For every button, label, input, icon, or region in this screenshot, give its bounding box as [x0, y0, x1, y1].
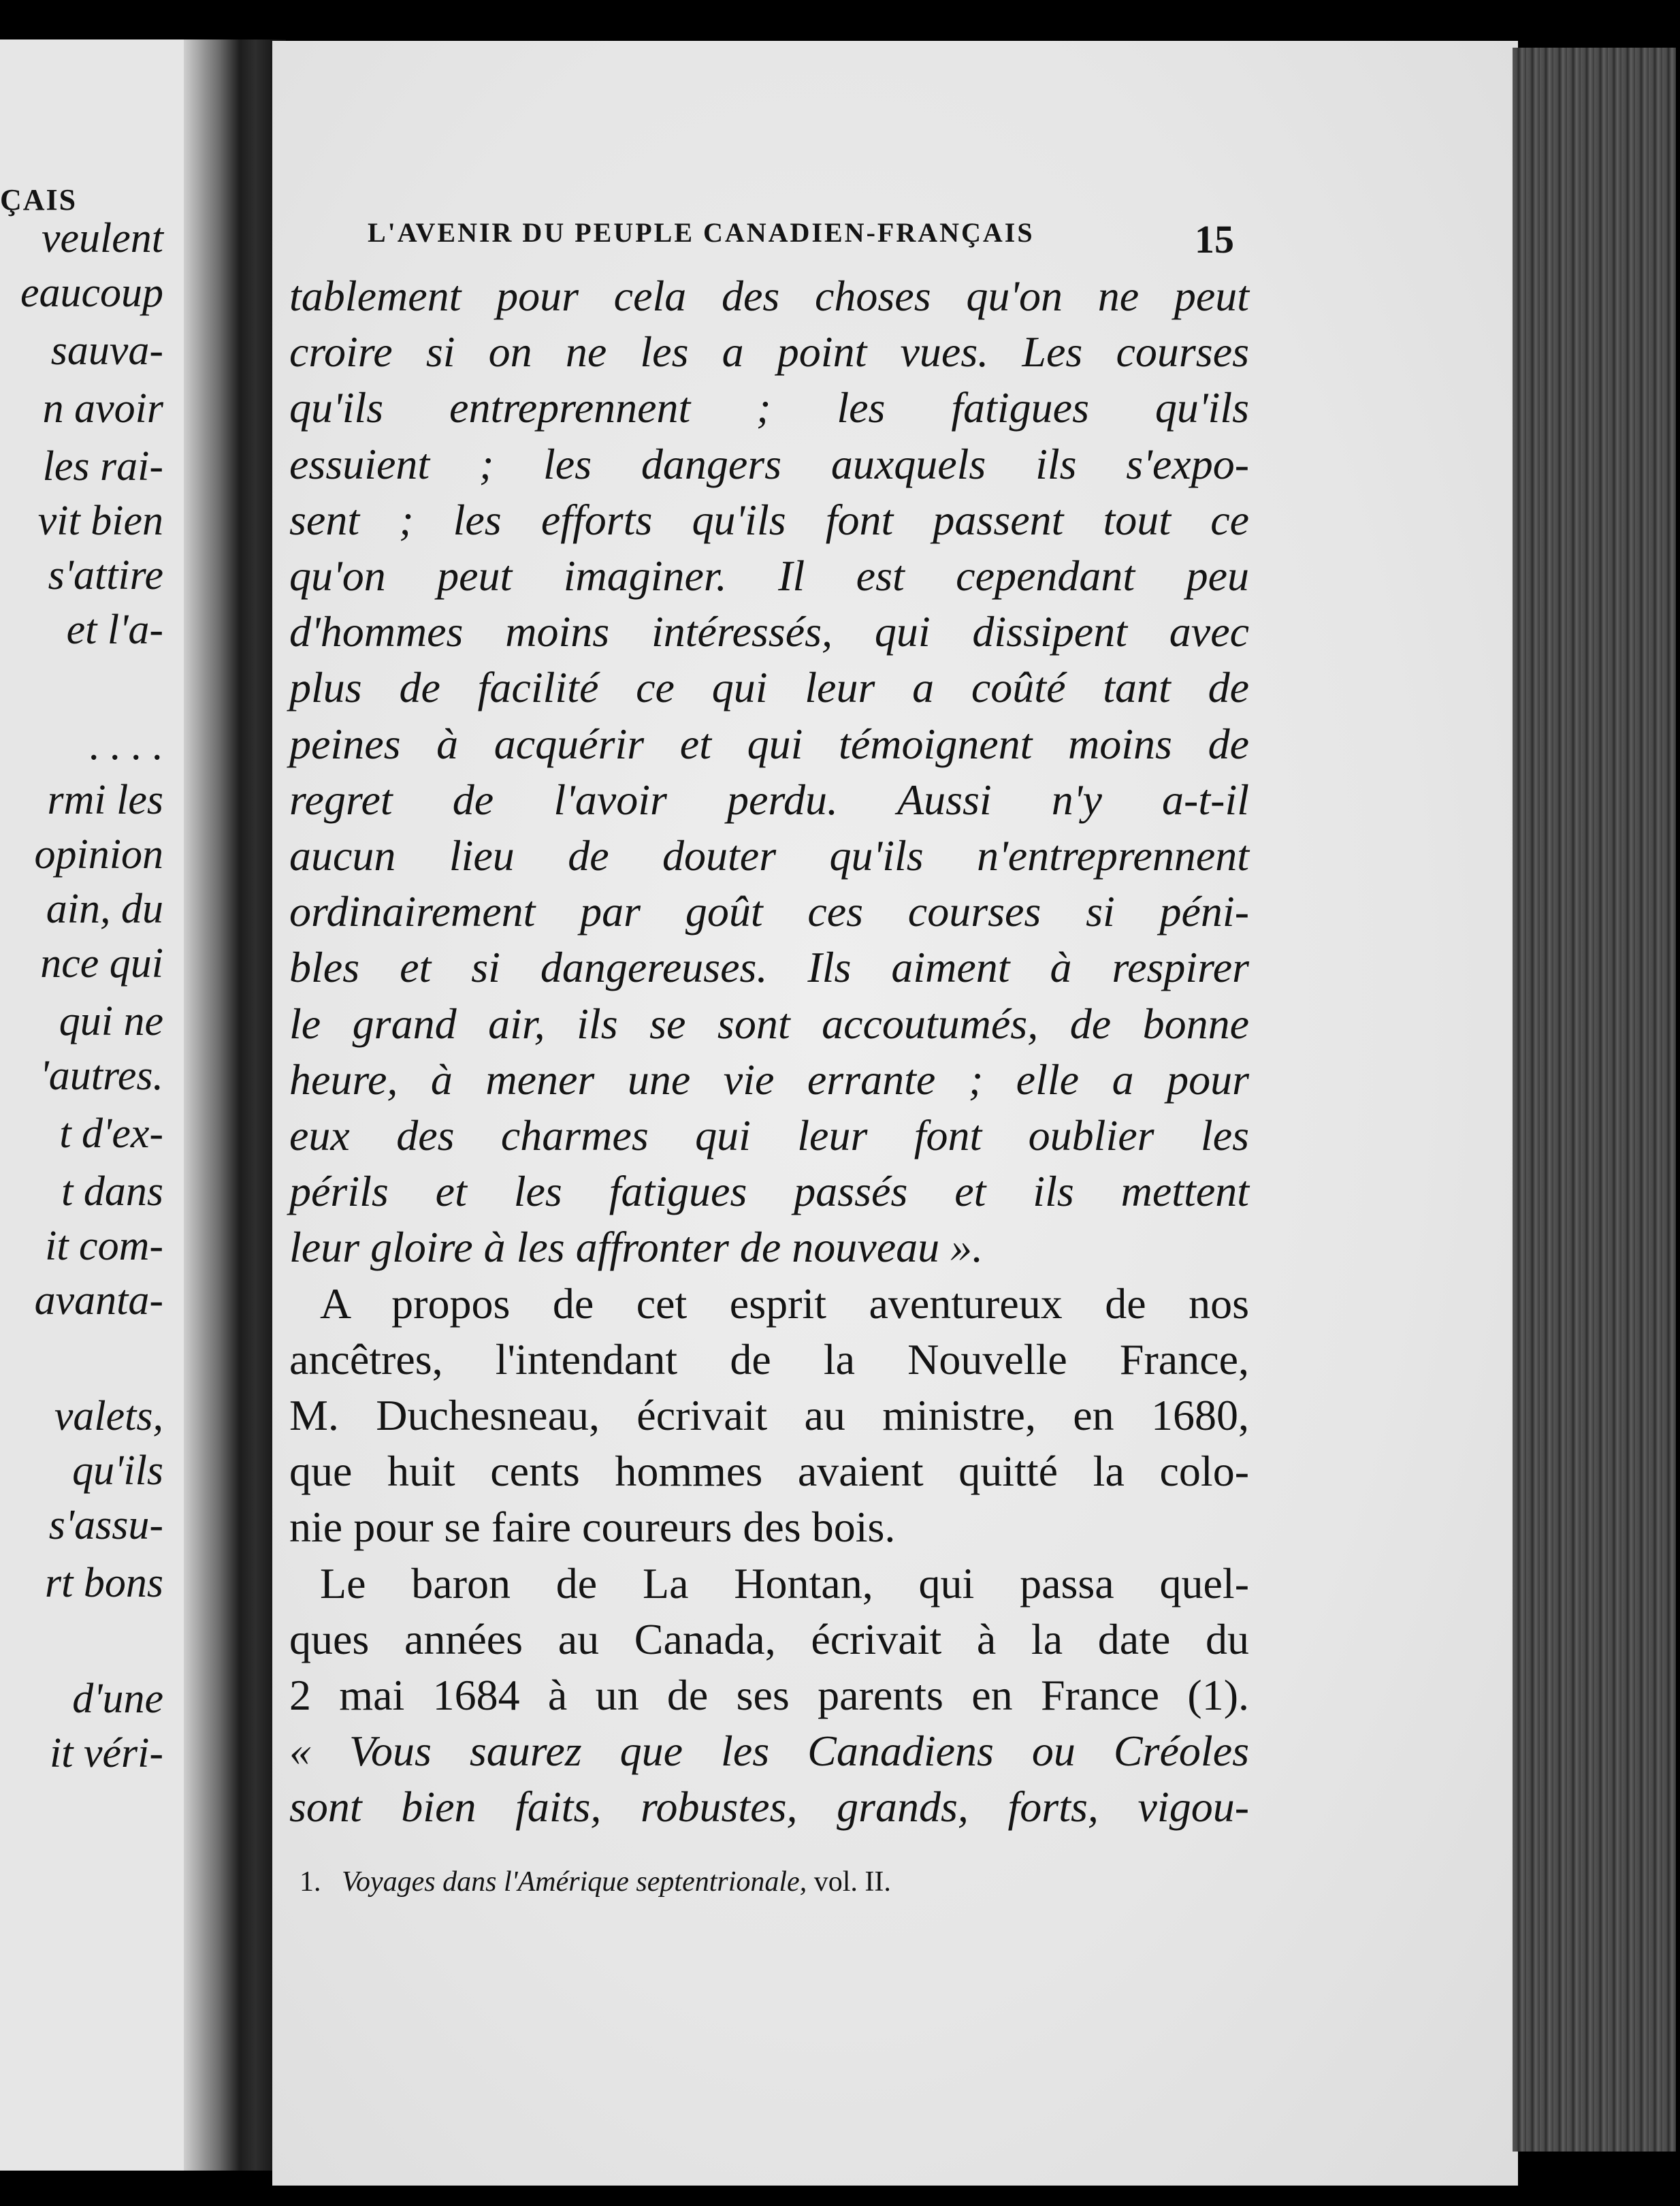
body-line: qu'ils entreprennent ; les fatigues qu'ils: [289, 383, 1249, 432]
facing-page-line: veulent: [41, 215, 163, 261]
footnote-title: Voyages dans l'Amérique septentrionale,: [342, 1866, 807, 1898]
book-gutter: [184, 39, 286, 2171]
footnote-number: 1.: [300, 1866, 321, 1898]
facing-page-line: rmi les: [47, 777, 163, 823]
facing-page-line: s'assu-: [48, 1502, 163, 1548]
body-line: sent ; les efforts qu'ils font passent tout ce: [289, 496, 1249, 544]
body-line: sont bien faits, robustes, grands, forts, vigou-: [289, 1783, 1249, 1831]
facing-page-line: it véri-: [50, 1730, 163, 1776]
body-line: ancêtres, l'intendant de la Nouvelle France,: [289, 1335, 1249, 1384]
body-line: M. Duchesneau, écrivait au ministre, en 1680,: [289, 1391, 1249, 1439]
facing-page-line: . . . .: [89, 722, 163, 769]
body-line: A propos de cet esprit aventureux de nos: [320, 1279, 1249, 1328]
body-line: peines à acquérir et qui témoignent moins de: [289, 720, 1249, 768]
facing-page-line: les rai-: [42, 443, 163, 490]
body-line: le grand air, ils se sont accoutumés, de bonne: [289, 1000, 1249, 1048]
body-line: d'hommes moins intéressés, qui dissipent avec: [289, 607, 1249, 656]
body-line: ques années au Canada, écrivait à la date du: [289, 1615, 1249, 1663]
facing-page-line: n avoir: [42, 385, 163, 432]
body-line: qu'on peut imaginer. Il est cependant peu: [289, 552, 1249, 600]
body-line: « Vous saurez que les Canadiens ou Créoles: [289, 1727, 1249, 1775]
running-title: L'AVENIR DU PEUPLE CANADIEN-FRANÇAIS: [368, 217, 1035, 248]
body-line: ordinairement par goût ces courses si péni-: [289, 887, 1249, 936]
body-line: Le baron de La Hontan, qui passa quel-: [320, 1559, 1249, 1608]
body-line: essuient ; les dangers auxquels ils s'expo-: [289, 440, 1249, 488]
facing-page: [0, 39, 184, 2171]
body-line: périls et les fatigues passés et ils mettent: [289, 1167, 1249, 1215]
page-number: 15: [1195, 217, 1234, 261]
body-line: plus de facilité ce qui leur a coûté tant de: [289, 663, 1249, 712]
page-edges: [1513, 48, 1676, 2152]
footnote: [300, 1866, 891, 1898]
facing-page-line: vit bien: [37, 498, 163, 544]
body-line: heure, à mener une vie errante ; elle a pour: [289, 1055, 1249, 1104]
facing-page-running-title: ÇAIS: [0, 183, 78, 217]
facing-page-line: eaucoup: [20, 270, 163, 316]
facing-page-line: s'attire: [48, 552, 163, 598]
facing-page-line: et l'a-: [66, 607, 163, 653]
facing-page-line: 'autres.: [39, 1053, 163, 1099]
facing-page-line: nce qui: [40, 940, 163, 987]
facing-page-line: opinion: [34, 831, 163, 878]
body-line: nie pour se faire coureurs des bois.: [289, 1503, 896, 1551]
body-line: 2 mai 1684 à un de ses parents en France (1).: [289, 1671, 1249, 1719]
body-line: aucun lieu de douter qu'ils n'entreprennent: [289, 831, 1249, 880]
body-line: leur gloire à les affronter de nouveau ».: [289, 1223, 984, 1271]
facing-page-line: qu'ils: [72, 1448, 163, 1494]
facing-page-line: it com-: [45, 1223, 163, 1269]
facing-page-line: ain, du: [46, 886, 163, 932]
facing-page-line: valets,: [54, 1393, 163, 1439]
footnote-volume: vol. II.: [813, 1866, 891, 1898]
body-line: regret de l'avoir perdu. Aussi n'y a-t-il: [289, 776, 1249, 824]
body-line: que huit cents hommes avaient quitté la colo-: [289, 1447, 1249, 1495]
facing-page-line: avanta-: [34, 1277, 163, 1324]
body-line: eux des charmes qui leur font oublier les: [289, 1111, 1249, 1160]
body-line: tablement pour cela des choses qu'on ne peut: [289, 272, 1249, 320]
body-line: croire si on ne les a point vues. Les courses: [289, 327, 1249, 376]
facing-page-line: rt bons: [45, 1560, 163, 1606]
facing-page-line: t dans: [61, 1168, 163, 1215]
facing-page-line: d'une: [72, 1676, 163, 1722]
facing-page-line: qui ne: [59, 998, 163, 1044]
facing-page-line: sauva-: [50, 327, 163, 374]
body-line: bles et si dangereuses. Ils aiment à respirer: [289, 943, 1249, 991]
facing-page-line: t d'ex-: [59, 1110, 163, 1157]
